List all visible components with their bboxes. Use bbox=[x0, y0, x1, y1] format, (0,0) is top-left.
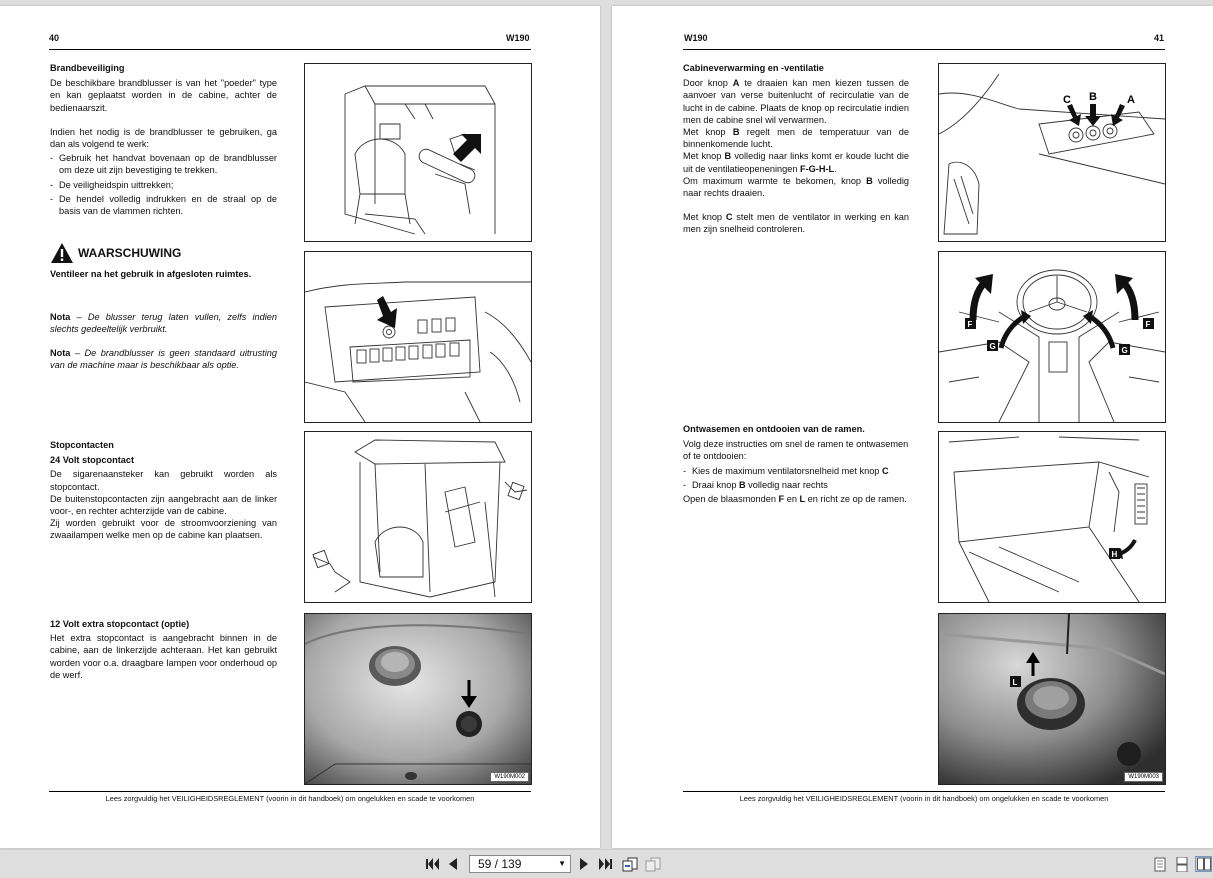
next-page-icon bbox=[579, 858, 589, 870]
heating-p3: Met knop B volledig naar links komt er koude lucht die uit de ventilatieopeneningen F-G-H-L. bbox=[683, 151, 910, 174]
left-footer-rule bbox=[49, 791, 531, 792]
fire-use-intro: Indien het nodig is de brandblusser te gebruiken, ga dan als volgend te werk: bbox=[50, 126, 277, 150]
label-g: G bbox=[1121, 346, 1128, 355]
continuous-view-button[interactable] bbox=[1174, 856, 1190, 872]
go-back-view-icon bbox=[622, 857, 638, 872]
left-page-model: W190 bbox=[506, 33, 530, 43]
first-page-icon bbox=[426, 858, 440, 870]
heating-p1: Door knop A te draaien kan men kiezen tussen de aanvoer van verse buitenlucht of recirculatie van de lucht in de cabine. Plaats de knop op recirculatie indien men de cabine snel wil verwarmen. bbox=[683, 78, 909, 125]
defog-steps bbox=[683, 465, 909, 491]
knob-arrows bbox=[939, 64, 1165, 241]
go-forward-view-button[interactable] bbox=[644, 856, 662, 872]
facing-pages-view-button[interactable] bbox=[1195, 856, 1212, 872]
viewer-toolbar bbox=[0, 849, 1213, 878]
vent-h-arrow bbox=[939, 432, 1165, 602]
right-header-rule bbox=[683, 49, 1165, 50]
right-page-number: 41 bbox=[1154, 33, 1165, 43]
facing-pages-view-icon bbox=[1197, 857, 1211, 871]
first-page-button[interactable] bbox=[425, 856, 441, 872]
last-page-icon bbox=[598, 858, 612, 870]
label-l: L bbox=[1012, 678, 1018, 687]
defog-section bbox=[683, 423, 909, 505]
defog-title: Ontwasemen en ontdooien van de ramen. bbox=[683, 424, 865, 434]
next-page-button[interactable] bbox=[577, 856, 591, 872]
single-page-view-icon bbox=[1154, 857, 1166, 872]
label-f: F bbox=[1145, 320, 1151, 329]
sockets-title: Stopcontacten bbox=[50, 440, 114, 450]
page-indicator-text: 59 / 139 bbox=[478, 857, 522, 871]
left-header-rule bbox=[49, 49, 531, 50]
right-page-model: W190 bbox=[684, 33, 708, 43]
label-g: G bbox=[989, 342, 996, 351]
fire-step: - De hendel volledig indrukken en de straal op de basis van de vlammen richten. bbox=[50, 193, 277, 217]
dashboard-vents-illustration bbox=[938, 251, 1166, 423]
note-text: – De blusser terug laten vullen, zelfs indien slechts gedeeltelijk verbruikt. bbox=[50, 312, 277, 335]
pointer-arrow-icon bbox=[305, 64, 531, 241]
fire-extinguisher-illustration bbox=[304, 63, 532, 242]
socket-12v-title: 12 Volt extra stopcontact (optie) bbox=[50, 619, 190, 629]
heating-section bbox=[683, 62, 909, 236]
go-forward-view-icon bbox=[645, 857, 661, 872]
heating-title: Cabineverwarming en -ventilatie bbox=[683, 63, 824, 73]
fire-steps bbox=[50, 152, 277, 217]
left-footer-text: Lees zorgvuldig het VEILIGHEIDSREGLEMENT (voorin in dit handboek) om ongelukken en scade te voorkomen bbox=[105, 794, 475, 803]
label-f: F bbox=[967, 320, 973, 329]
label-b: B bbox=[1089, 91, 1097, 103]
rear-vent-photo bbox=[938, 613, 1166, 785]
defog-step: - Kies de maximum ventilatorsnelheid met knop C bbox=[683, 465, 909, 477]
note-label: Nota bbox=[50, 348, 71, 358]
previous-page-icon bbox=[448, 858, 458, 870]
note-2 bbox=[50, 347, 277, 371]
fire-step: - De veiligheidspin uittrekken; bbox=[50, 179, 277, 191]
label-h: H bbox=[1111, 550, 1118, 559]
heater-knobs-illustration bbox=[938, 63, 1166, 242]
heating-p2: Met knop B regelt men de temperatuur van de binnenkomende lucht. bbox=[683, 127, 909, 150]
chevron-down-icon: ▼ bbox=[558, 859, 566, 868]
photo-code: W190M003 bbox=[1124, 772, 1163, 782]
12v-socket-photo bbox=[304, 613, 532, 785]
warning-title: WAARSCHUWING bbox=[78, 245, 182, 260]
windshield-vent-illustration bbox=[938, 431, 1166, 603]
fire-title: Brandbeveiliging bbox=[50, 63, 125, 73]
switch-panel-illustration bbox=[304, 251, 532, 423]
sockets-section bbox=[50, 439, 277, 542]
continuous-view-icon bbox=[1176, 857, 1188, 872]
defog-intro: Volg deze instructies om snel de ramen te ontwasemen of te ontdooien: bbox=[683, 439, 909, 462]
photo-code: W190M002 bbox=[490, 772, 529, 782]
page-number-field[interactable] bbox=[469, 855, 571, 873]
warning-triangle-icon bbox=[50, 242, 74, 264]
socket-24v-title: 24 Volt stopcontact bbox=[50, 455, 135, 466]
socket-24v-text: De sigarenaansteker kan gebruikt worden als stopcontact. De buitenstopcontacten zijn aangebracht aan de linker voor-, en rechter achterzijde van de cabine. Zij worden gebruikt voor de stroomvoorziening van zwaailampen welke men op de cabine kan plaatsen. bbox=[50, 469, 277, 541]
socket-12v-text: Het extra stopcontact is aangebracht binnen in de cabine, aan de linkerzijde achteraan. Het kan gebruikt worden voor o.a. draagbare lampen voor onderhoud op de werf. bbox=[50, 633, 277, 680]
label-c: C bbox=[1063, 94, 1071, 106]
single-page-view-button[interactable] bbox=[1152, 856, 1168, 872]
defog-step: - Draai knop B volledig naar rechts bbox=[683, 479, 909, 491]
note-text: – De brandblusser is geen standaard uitrusting van de machine maar is beschikbaar als optie. bbox=[50, 348, 277, 371]
right-footer-text: Lees zorgvuldig het VEILIGHEIDSREGLEMENT (voorin in dit handboek) om ongelukken en scade te voorkomen bbox=[739, 794, 1109, 803]
vent-arrows bbox=[939, 252, 1165, 422]
heating-p4: Om maximum warmte te bekomen, knop B volledig naar rechts draaien. bbox=[683, 175, 909, 199]
warning-heading bbox=[50, 242, 277, 264]
defog-outro: Open de blaasmonden F en L en richt ze op de ramen. bbox=[683, 494, 907, 505]
fire-section bbox=[50, 62, 277, 219]
right-document-page bbox=[612, 6, 1213, 848]
last-page-button[interactable] bbox=[597, 856, 613, 872]
note-label: Nota bbox=[50, 312, 71, 322]
left-document-page bbox=[0, 6, 600, 848]
label-a: A bbox=[1127, 94, 1135, 106]
cabin-sockets-illustration bbox=[304, 431, 532, 603]
fire-intro: De beschikbare brandblusser is van het "poeder" type en kan geplaatst worden in de cabine, achter de bedienaarszit. bbox=[50, 78, 277, 113]
go-back-view-button[interactable] bbox=[621, 856, 639, 872]
warning-text: Ventileer na het gebruik in afgesloten ruimtes. bbox=[50, 269, 252, 279]
right-footer-rule bbox=[683, 791, 1165, 792]
heating-p5: Met knop C stelt men de ventilator in werking en kan men zijn snelheid controleren. bbox=[683, 212, 910, 235]
left-page-number: 40 bbox=[49, 33, 60, 43]
fire-step: - Gebruik het handvat bovenaan op de brandblusser om deze uit zijn bevestiging te trekken. bbox=[50, 152, 277, 176]
previous-page-button[interactable] bbox=[446, 856, 460, 872]
warning-section bbox=[50, 242, 277, 280]
pointer-arrow-icon bbox=[305, 252, 531, 422]
socket-12v-section bbox=[50, 618, 277, 681]
note-1 bbox=[50, 311, 277, 335]
